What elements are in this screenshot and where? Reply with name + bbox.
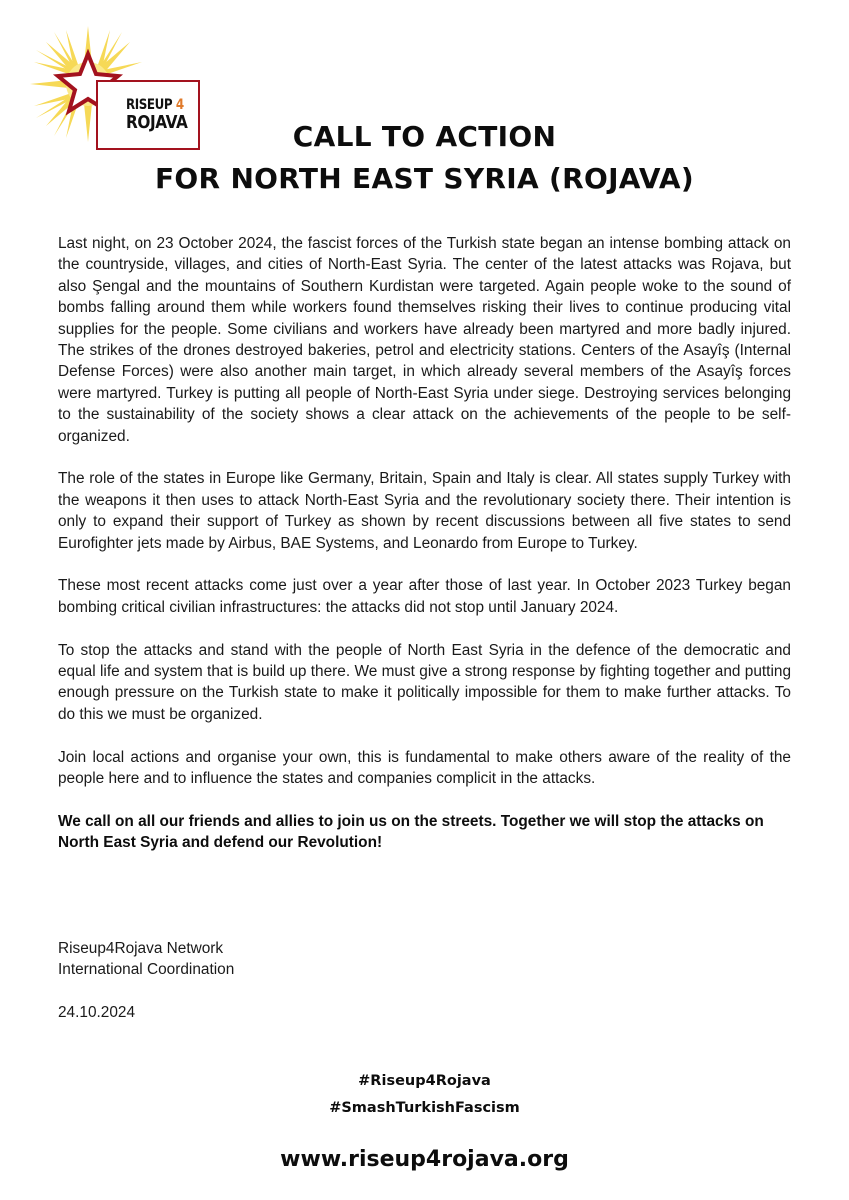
- signature: [58, 938, 234, 981]
- logo-line2: ROJAVA: [126, 112, 188, 133]
- paragraph-european-states: The role of the states in Europe like Germany, Britain, Spain and Italy is clear. All states supply Turkey with the weapons it then uses to attack North-East Syria and the revolutionary society there. Their intention is only to expand their support of Turkey as shown by recent discussions between all five states to send Eurofighter jets made by Airbus, BAE Systems, and Leonardo from Europe to Turkey.: [58, 470, 791, 552]
- title-line1: CALL TO ACTION: [292, 120, 557, 153]
- paragraph-attack-report: Last night, on 23 October 2024, the fascist forces of the Turkish state began an intense bombing attack on the countryside, villages, and cities of North-East Syria. The center of the latest attacks was Rojava, but also Şengal and the mountains of Southern Kurdistan were targeted. Again people woke to the sound of bombs falling around them while workers found themselves risking their lives to continue producing vital supplies for the people. Some civilians and workers have already been martyred and more badly injured. The strikes of the drones destroyed bakeries, petrol and electricity stations. Centers of the Asayîş (Internal Defense Forces) were also another main target, in which already several members of the Asayîş forces were martyred. Turkey is putting all people of North-East Syria under siege. Destroying services belonging to the sustainability of the society shows a clear attack on the achievements of the people to be self-organized.: [58, 235, 791, 445]
- website-link[interactable]: www.riseup4rojava.org: [280, 1147, 569, 1172]
- paragraph-previous-attacks: These most recent attacks come just over a year after those of last year. In October 2023 Turkey began bombing critical civilian infrastructures: the attacks did not stop until January 2024.: [58, 577, 791, 616]
- signature-coordination: International Coordination: [58, 961, 235, 979]
- document-body: [58, 233, 791, 875]
- logo-line1: RISEUP: [126, 97, 173, 113]
- paragraph-join-actions: Join local actions and organise your own, this is fundamental to make others aware of the reality of the people here and to influence the states and companies complicit in the attacks.: [58, 748, 791, 788]
- title-line2: FOR NORTH EAST SYRIA (ROJAVA): [155, 162, 694, 195]
- hashtag: #Riseup4Rojava: [358, 1073, 491, 1089]
- paragraph-stop-attacks: To stop the attacks and stand with the people of North East Syria in the defence of the democratic and equal life and system that is build up there. We must give a strong response by fighting together and putting enough pressure on the Turkish state to make it politically impossible for them to make further attacks. To do this we must be organized.: [58, 641, 791, 723]
- hashtags: [0, 1068, 849, 1122]
- page-title: [0, 112, 849, 200]
- hashtag: #SmashTurkishFascism: [329, 1100, 520, 1116]
- closing-call: We call on all our friends and allies to join us on the streets. Together we will stop the attacks on North East Syria and defend our Revolution!: [58, 812, 764, 852]
- logo-number: 4: [175, 97, 184, 113]
- signature-network: Riseup4Rojava Network: [58, 940, 224, 957]
- document-date: 24.10.2024: [58, 1004, 136, 1021]
